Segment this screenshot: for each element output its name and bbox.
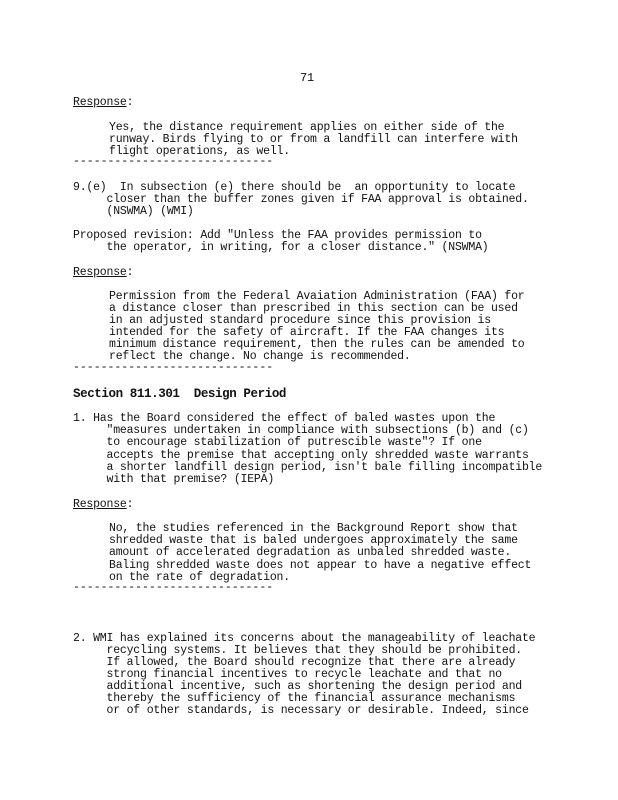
comment-line: accepts the premise that accepting only shredded waste warrants: [73, 449, 529, 462]
response-line: shredded waste that is baled undergoes approximately the same: [109, 534, 518, 547]
comment-line: with that premise? (IEPA): [73, 473, 275, 486]
response-line: minimum distance requirement, then the rules can be amended to: [109, 338, 525, 351]
comment-line: If allowed, the Board should recognize that there are already: [73, 656, 516, 669]
comment-line: a shorter landfill design period, isn't bale filling incompatible: [73, 461, 543, 474]
comment-line: thereby the sufficiency of the financial assurance mechanisms: [73, 692, 516, 705]
comment-line: strong financial incentives to recycle leachate and that no: [73, 668, 502, 681]
separator-rule: -----------------------------: [73, 155, 274, 168]
response-line: Permission from the Federal Avaiation Administration (FAA) for: [109, 290, 525, 303]
response-heading: [73, 267, 133, 279]
response-heading: [73, 97, 133, 109]
response-line: on the rate of degradation.: [109, 571, 290, 584]
comment-line: closer than the buffer zones given if FAA approval is obtained.: [73, 193, 529, 206]
separator-rule: -----------------------------: [73, 581, 274, 594]
response-label: Response: [73, 266, 127, 279]
response-label: Response: [73, 498, 127, 511]
response-label: Response: [73, 96, 127, 109]
response-colon: :: [126, 266, 134, 279]
comment-line: (NSWMA) (WMI): [73, 205, 194, 218]
response-line: Baling shredded waste does not appear to have a negative effect: [109, 559, 532, 572]
response-line: amount of accelerated degradation as unbaled shredded waste.: [109, 546, 512, 559]
comment-line: 9.(e) In subsection (e) there should be an opportunity to locate: [73, 181, 516, 194]
response-line: runway. Birds flying to or from a landfill can interfere with: [109, 133, 518, 146]
comment-line: recycling systems. It believes that they should be prohibited.: [73, 644, 522, 657]
response-line: a distance closer than prescribed in this section can be used: [109, 302, 518, 315]
proposed-revision-line: the operator, in writing, for a closer distance." (NSWMA): [73, 241, 489, 254]
comment-line: additional incentive, such as shortening the design period and: [73, 680, 522, 693]
response-line: in an adjusted standard procedure since this provision is: [109, 314, 491, 327]
response-line: intended for the safety of aircraft. If the FAA changes its: [109, 326, 505, 339]
response-colon: :: [126, 96, 134, 109]
comment-line: 2. WMI has explained its concerns about the manageability of leachate: [73, 632, 536, 645]
response-line: flight operations, as well.: [109, 145, 290, 158]
separator-rule: -----------------------------: [73, 361, 274, 374]
comment-line: or of other standards, is necessary or desirable. Indeed, since: [73, 704, 529, 717]
response-heading: [73, 499, 133, 511]
response-line: Yes, the distance requirement applies on either side of the: [109, 121, 505, 134]
response-line: No, the studies referenced in the Background Report show that: [109, 522, 518, 535]
comment-line: to encourage stabilization of putrescible waste"? If one: [73, 436, 482, 449]
comment-line: "measures undertaken in compliance with subsections (b) and (c): [73, 424, 529, 437]
response-line: reflect the change. No change is recommended.: [109, 350, 411, 363]
page-number: 71: [300, 71, 315, 85]
comment-line: 1. Has the Board considered the effect of baled wastes upon the: [73, 412, 496, 425]
response-colon: :: [126, 498, 134, 511]
proposed-revision-line: Proposed revision: Add "Unless the FAA provides permission to: [73, 229, 482, 242]
section-title: Section 811.301 Design Period: [73, 387, 287, 401]
